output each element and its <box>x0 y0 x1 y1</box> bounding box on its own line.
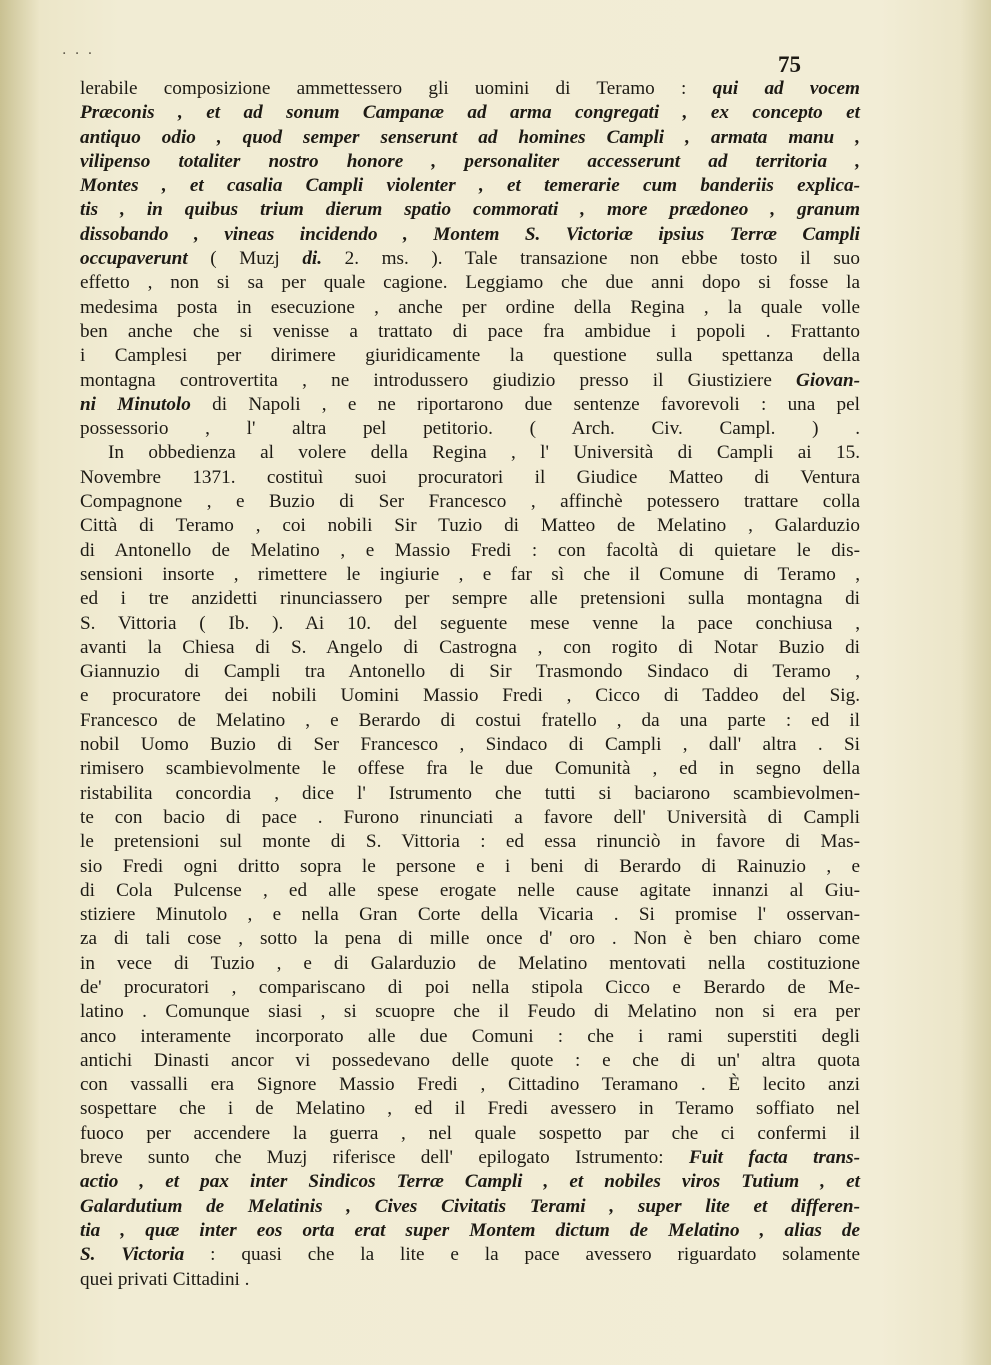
text-run: antichi Dinasti ancor vi possedevano delle quote : e che di un' altra quota <box>80 1049 860 1071</box>
text-line <box>80 1195 860 1219</box>
text-run: 2. ms. ). Tale transazione non ebbe tosto il suo <box>322 248 860 270</box>
text-line <box>80 684 860 708</box>
italic-text: Galardutium de Melatinis , Cives Civitatis Terami , super lite et differen- <box>80 1195 860 1217</box>
text-line <box>80 927 860 951</box>
text-run: latino . Comunque siasi , si scuopre che il Feudo di Melatino non si era per <box>80 1001 860 1023</box>
text-line <box>80 369 860 393</box>
text-line <box>80 1025 860 1049</box>
italic-text: vilipenso totaliter nostro honore , personaliter accesserunt ad territoria , <box>80 150 860 172</box>
text-line <box>80 1000 860 1024</box>
text-line <box>80 976 860 1000</box>
text-line <box>80 636 860 660</box>
text-run: di Napoli , e ne riportarono due sentenze favorevoli : una pel <box>190 393 860 415</box>
text-line <box>80 126 860 150</box>
text-run: anco interamente incorporato alle due Comuni : che i rami superstiti degli <box>80 1025 860 1047</box>
italic-text: Montes , et casalia Campli violenter , et temerarie cum banderiis explica- <box>80 175 860 197</box>
text-line <box>80 612 860 636</box>
text-line <box>80 441 860 465</box>
text-line <box>80 539 860 563</box>
italic-text: ni Minutolo <box>80 393 191 415</box>
text-line <box>80 466 860 490</box>
text-line <box>80 1122 860 1146</box>
italic-text: S. Victoria <box>80 1244 185 1266</box>
text-run: medesima posta in esecuzione , anche per ordine della Regina , la quale volle <box>80 296 860 318</box>
text-line <box>80 77 860 101</box>
text-line <box>80 806 860 830</box>
text-line <box>80 514 860 538</box>
italic-text: actio , et pax inter Sindicos Terræ Campli , et nobiles viros Tutium , et <box>80 1171 860 1193</box>
text-line <box>80 709 860 733</box>
italic-text: Giovan- <box>796 369 860 391</box>
text-run: Compagnone , e Buzio di Ser Francesco , affinchè potessero trattare colla <box>80 491 860 513</box>
text-line <box>80 150 860 174</box>
text-run: nobil Uomo Buzio di Ser Francesco , Sindaco di Campli , dall' altra . Si <box>80 734 860 756</box>
text-run: effetto , non si sa per quale cagione. Leggiamo che due anni dopo si fosse la <box>80 272 860 294</box>
text-run: S. Vittoria ( Ib. ). Ai 10. del seguente mese venne la pace conchiusa , <box>80 612 860 634</box>
text-run: Città di Teramo , coi nobili Sir Tuzio di Matteo de Melatino , Galarduzio <box>80 515 860 537</box>
text-line <box>80 271 860 295</box>
text-line <box>80 320 860 344</box>
italic-text: tia , quæ inter eos orta erat super Montem dictum de Melatino , alias de <box>80 1219 860 1241</box>
text-run: di Cola Pulcense , ed alle spese erogate nelle cause agitate innanzi al Giu- <box>80 879 860 901</box>
text-line <box>80 879 860 903</box>
text-run: fuoco per accendere la guerra , nel quale sospetto par che ci confermi il <box>80 1122 860 1144</box>
text-line <box>80 1219 860 1243</box>
text-run: sospettare che i de Melatino , ed il Fredi avessero in Teramo soffiato nel <box>80 1098 860 1120</box>
text-run: e procuratore dei nobili Uomini Massio Fredi , Cicco di Taddeo del Sig. <box>80 685 860 707</box>
text-line <box>80 563 860 587</box>
text-line <box>80 782 860 806</box>
text-run: stiziere Minutolo , e nella Gran Corte della Vicaria . Si promise l' osservan- <box>80 904 860 926</box>
text-run: ed i tre anzidetti rinunciassero per sempre alle pretensioni sulla montagna di <box>80 588 860 610</box>
text-run: rimisero scambievolmente le offese fra le due Comunità , ed in segno della <box>80 758 860 780</box>
text-run: quei privati Cittadini . <box>80 1268 250 1290</box>
italic-text: antiquo odio , quod semper senserunt ad homines Campli , armata manu , <box>80 126 860 148</box>
italic-text: Fuit facta trans- <box>688 1147 860 1169</box>
text-line <box>80 417 860 441</box>
text-line <box>80 733 860 757</box>
text-run: i Camplesi per dirimere giuridicamente la questione sulla spettanza della <box>80 345 860 367</box>
italic-text: dissobando , vineas incidendo , Montem S. Victoriæ ipsius Terræ Campli <box>80 223 860 245</box>
text-run: Giannuzio di Campli tra Antonello di Sir Trasmondo Sindaco di Teramo , <box>80 661 860 683</box>
text-line <box>80 344 860 368</box>
text-run: za di tali cose , sotto la pena di mille once d' oro . Non è ben chiaro come <box>80 928 860 950</box>
text-line <box>80 393 860 417</box>
text-line <box>80 1097 860 1121</box>
text-run: ( Muzj <box>187 248 303 270</box>
text-line <box>80 247 860 271</box>
text-line <box>80 587 860 611</box>
text-run: Francesco de Melatino , e Berardo di costui fratello , da una parte : ed il <box>80 709 860 731</box>
italic-text: Præconis , et ad sonum Campanæ ad arma congregati , ex concepto et <box>80 102 860 124</box>
text-line <box>80 1146 860 1170</box>
text-run: ristabilita concordia , dice l' Istrumento che tutti si baciarono scambievolmen- <box>80 782 860 804</box>
text-line <box>80 296 860 320</box>
text-run: ben anche che si venisse a trattato di pace fra ambidue i popoli . Frattanto <box>80 320 860 342</box>
text-run: de' procuratori , compariscano di poi nella stipola Cicco e Berardo de Me- <box>80 976 860 998</box>
text-line <box>80 1049 860 1073</box>
text-line <box>80 1268 860 1292</box>
text-run: avanti la Chiesa di S. Angelo di Castrogna , con rogito di Notar Buzio di <box>80 636 860 658</box>
text-line <box>80 855 860 879</box>
text-line <box>80 198 860 222</box>
text-line <box>80 101 860 125</box>
text-line <box>80 223 860 247</box>
page-number: 75 <box>778 52 801 77</box>
text-run: sensioni insorte , rimettere le ingiurie , e far sì che il Comune di Teramo , <box>80 563 860 585</box>
text-line <box>80 490 860 514</box>
gutter-mark: · · · <box>62 46 95 62</box>
text-line <box>80 830 860 854</box>
text-run: lerabile composizione ammettessero gli uomini di Teramo : <box>80 78 713 99</box>
text-run: le pretensioni sul monte di S. Vittoria : ed essa rinunciò in favore di Mas- <box>80 831 860 853</box>
text-line <box>80 1243 860 1267</box>
italic-text: di. <box>302 248 323 270</box>
text-run: In obbedienza al volere della Regina , l' Università di Campli ai 15. <box>108 442 860 464</box>
text-line <box>80 757 860 781</box>
text-line <box>80 1170 860 1194</box>
text-run: montagna controvertita , ne introdussero giudizio presso il Giustiziere <box>80 369 797 391</box>
text-line <box>80 174 860 198</box>
text-line <box>80 1073 860 1097</box>
text-run: possessorio , l' altra pel petitorio. ( Arch. Civ. Campl. ) . <box>80 418 860 440</box>
text-run: te con bacio di pace . Furono rinunciati a favore dell' Università di Campli <box>80 806 860 828</box>
text-run: : quasi che la lite e la pace avessero riguardato solamente <box>184 1244 860 1266</box>
italic-text: occupaverunt <box>80 248 188 270</box>
italic-text: tis , in quibus trium dierum spatio commorati , more prædoneo , granum <box>80 199 860 221</box>
text-run: Novembre 1371. costituì suoi procuratori il Giudice Matteo di Ventura <box>80 466 860 488</box>
text-run: in vece di Tuzio , e di Galarduzio de Melatino mentovati nella costituzione <box>80 952 860 974</box>
text-line <box>80 903 860 927</box>
text-line <box>80 660 860 684</box>
text-run: breve sunto che Muzj riferisce dell' epilogato Istrumento: <box>80 1147 689 1169</box>
text-run: sio Fredi ogni dritto sopra le persone e i beni di Berardo di Rainuzio , e <box>80 855 860 877</box>
italic-text: qui ad vocem <box>712 78 860 99</box>
text-run: con vassalli era Signore Massio Fredi , Cittadino Teramano . È lecito anzi <box>80 1074 860 1096</box>
text-line <box>80 952 860 976</box>
text-run: di Antonello de Melatino , e Massio Fredi : con facoltà di quietare le dis- <box>80 539 860 561</box>
body-text <box>80 77 860 1292</box>
